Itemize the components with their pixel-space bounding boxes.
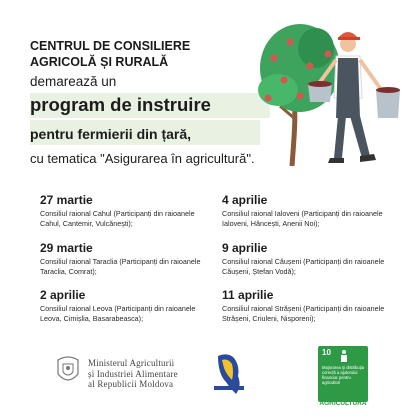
session-item: [40, 241, 210, 276]
ministry-line-2: și Industriei Alimentare: [88, 368, 178, 379]
farmer-illustration-icon: [250, 18, 420, 168]
session-item: [40, 288, 210, 323]
ministry-name: [88, 358, 178, 390]
intro-line-4: cu tematica "Asigurarea în agricultură".: [30, 151, 255, 166]
organization-title: [30, 38, 190, 70]
session-location: Consiliul raional Taraclia (Participanți din raioanele Taraclia, Comrat);: [40, 257, 201, 276]
sdg-goal-icon: [318, 346, 368, 402]
organization-title-line1: CENTRUL DE CONSILIERE: [30, 39, 191, 53]
session-date: 4 aprilie: [222, 193, 268, 207]
session-location: Consiliul raional Cahul (Participanți din raioanele Cahul, Cantemir, Vulcănești);: [40, 209, 195, 228]
session-item: [222, 288, 392, 323]
intro-line-2: program de instruire: [30, 94, 211, 115]
session-location: Consiliul raional Căușeni (Participanți din raioanele Căușeni, Ștefan Vodă);: [222, 257, 385, 276]
session-date: 27 martie: [40, 193, 93, 207]
session-date: 11 aprilie: [222, 288, 274, 302]
session-item: [222, 193, 392, 228]
ministry-line-3: al Republicii Moldova: [88, 379, 174, 389]
farmer-symbol-icon: [338, 349, 350, 363]
badge-number: 10: [322, 348, 331, 357]
session-date: 9 aprilie: [222, 241, 268, 255]
session-item: [40, 193, 210, 228]
session-location: Consiliul raional Strășeni (Participanți din raioanele Strășeni, Criuleni, Nisporeni);: [222, 304, 385, 323]
intro-line-3: pentru fermierii din țară,: [30, 126, 192, 142]
badge-text: Majorarea și distribuția corectă a ajutorului financiar pentru agricultori: [322, 365, 365, 385]
ministry-line-1: Ministerul Agriculturii: [88, 358, 175, 368]
session-item: [222, 241, 392, 276]
footer: [0, 340, 420, 420]
moldova-map-icon: [212, 352, 246, 396]
organization-title-line2: AGRICOLĂ ȘI RURALĂ: [30, 55, 169, 69]
intro-line-1: demarează un: [30, 74, 117, 89]
moldova-coat-of-arms-icon: [54, 354, 82, 388]
session-date: 29 martie: [40, 241, 93, 255]
session-location: Consiliul raional Leova (Participanți din raioanele Leova, Cimișlia, Basarabeasca);: [40, 304, 196, 323]
badge-label: AGRICULTURĂ: [319, 400, 367, 407]
session-date: 2 aprilie: [40, 288, 86, 302]
session-location: Consiliul raional Ialoveni (Participanți din raioanele Ialoveni, Hâncești, Anenii Noi);: [222, 209, 383, 228]
training-schedule: [0, 193, 420, 333]
